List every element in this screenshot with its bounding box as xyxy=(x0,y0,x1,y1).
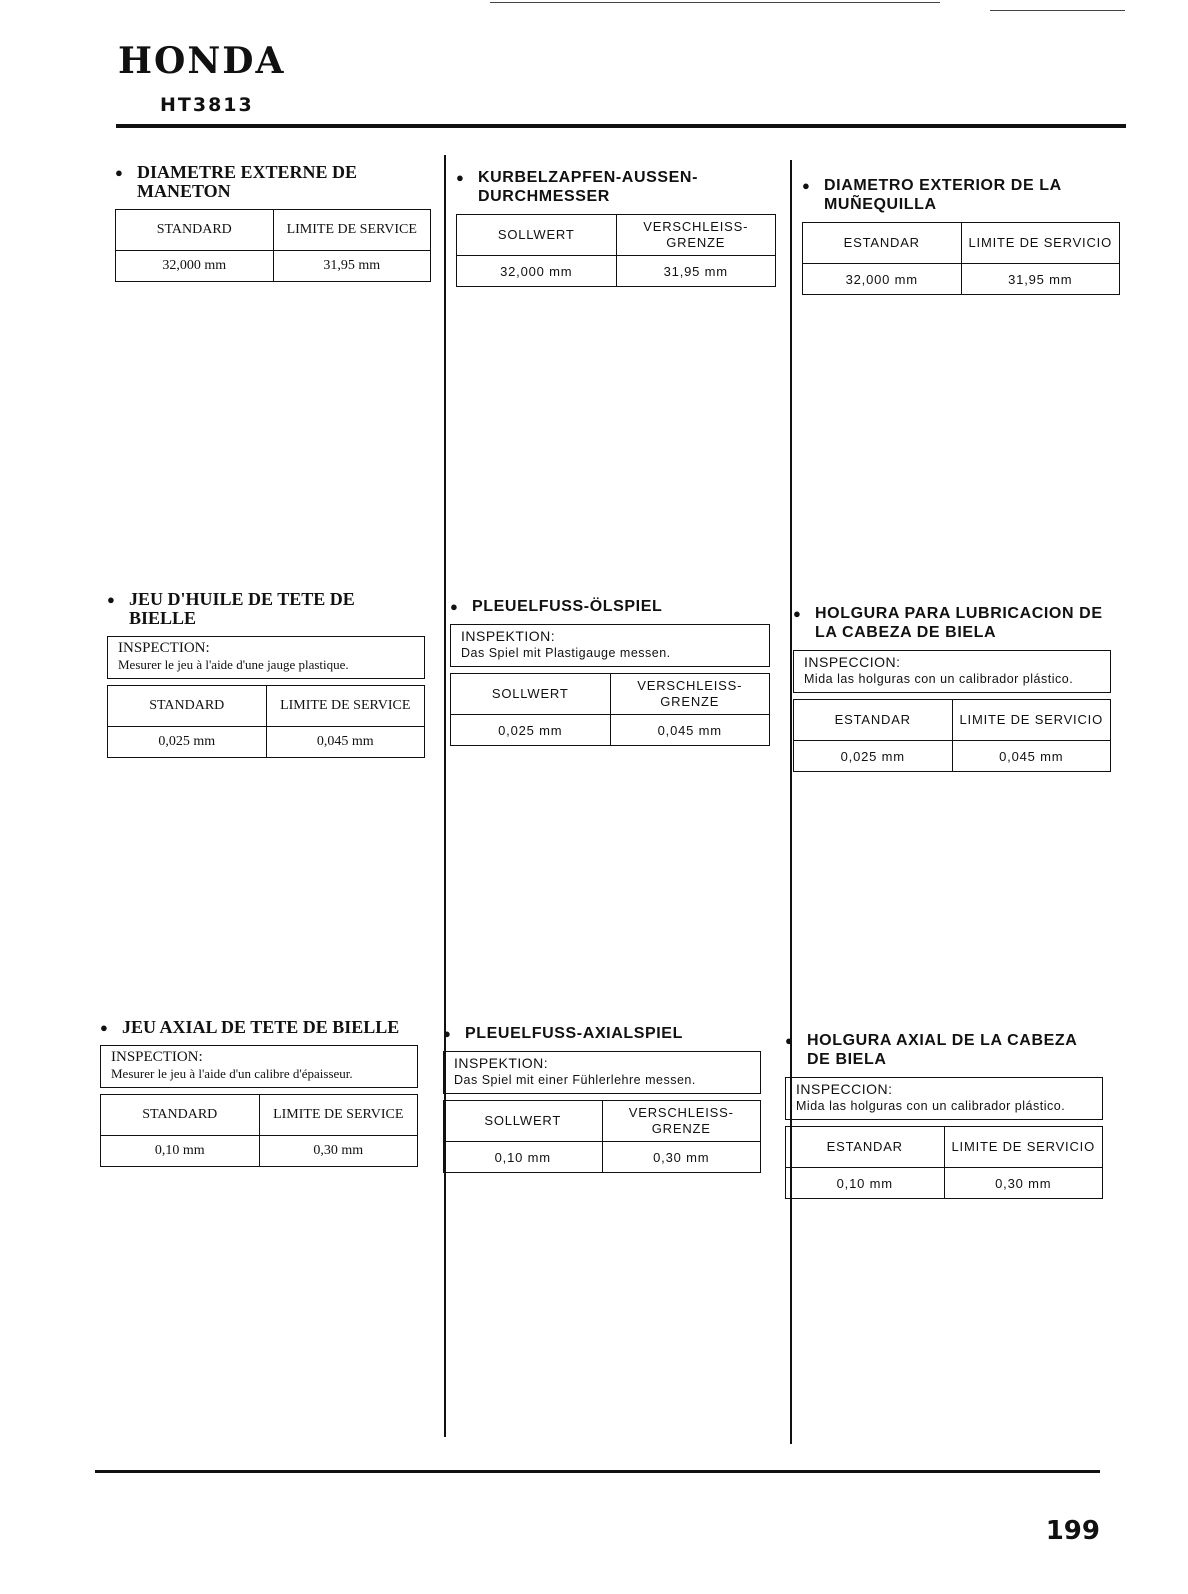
inspection-heading: INSPEKTION: xyxy=(461,628,556,644)
standard-value: 0,025 mm xyxy=(108,727,267,758)
spec-table xyxy=(107,685,425,758)
column-divider xyxy=(444,155,446,1437)
top-scan-line xyxy=(990,10,1125,11)
limit-value: 0,045 mm xyxy=(610,715,770,746)
limit-value: 0,045 mm xyxy=(952,741,1111,772)
spec-block xyxy=(456,168,776,287)
standard-header: SOLLWERT xyxy=(444,1101,603,1142)
inspection-box xyxy=(107,636,425,679)
spec-table xyxy=(456,214,776,287)
inspection-box xyxy=(785,1077,1103,1120)
standard-value: 0,025 mm xyxy=(794,741,953,772)
limit-header: LIMITE DE SERVICE xyxy=(266,686,425,727)
spec-block xyxy=(115,163,431,282)
standard-value: 0,10 mm xyxy=(101,1136,260,1167)
inspection-heading: INSPECCION: xyxy=(804,654,901,670)
inspection-text: Mida las holguras con un calibrador plástico. xyxy=(804,672,1074,686)
standard-header: ESTANDAR xyxy=(786,1127,945,1168)
section-title: ● KURBELZAPFEN-AUSSEN-DURCHMESSER xyxy=(456,168,776,206)
spec-block xyxy=(100,1018,418,1167)
spec-block xyxy=(802,176,1120,295)
standard-value: 0,025 mm xyxy=(451,715,611,746)
standard-header: STANDARD xyxy=(108,686,267,727)
section-title: ● DIAMETRE EXTERNE DE MANETON xyxy=(115,163,431,201)
page-number: 199 xyxy=(1045,1516,1100,1546)
standard-header: STANDARD xyxy=(101,1095,260,1136)
section-title: ● HOLGURA PARA LUBRICACION DE LA CABEZA DE BIELA xyxy=(793,604,1111,642)
spec-table xyxy=(802,222,1120,295)
spec-block xyxy=(785,1031,1103,1199)
inspection-text: Das Spiel mit einer Fühlerlehre messen. xyxy=(454,1073,696,1087)
inspection-box xyxy=(793,650,1111,693)
standard-header: ESTANDAR xyxy=(794,700,953,741)
inspection-heading: INSPEKTION: xyxy=(454,1055,549,1071)
spec-table xyxy=(443,1100,761,1173)
brand-logo: HONDA xyxy=(118,40,286,82)
limit-header: VERSCHLEISS-GRENZE xyxy=(602,1101,761,1142)
spec-block xyxy=(793,604,1111,772)
section-title: ● DIAMETRO EXTERIOR DE LA MUÑEQUILLA xyxy=(802,176,1120,214)
standard-header: SOLLWERT xyxy=(451,674,611,715)
spec-table xyxy=(450,673,770,746)
standard-value: 0,10 mm xyxy=(444,1142,603,1173)
limit-header: VERSCHLEISS-GRENZE xyxy=(610,674,770,715)
spec-block xyxy=(107,590,425,758)
limit-header: LIMITE DE SERVICIO xyxy=(952,700,1111,741)
limit-header: LIMITE DE SERVICE xyxy=(273,210,431,251)
spec-table xyxy=(785,1126,1103,1199)
inspection-box xyxy=(450,624,770,667)
inspection-text: Mesurer le jeu à l'aide d'un calibre d'épaisseur. xyxy=(111,1066,353,1081)
spec-table xyxy=(793,699,1111,772)
column-divider xyxy=(790,160,792,1444)
standard-header: ESTANDAR xyxy=(803,223,962,264)
section-title: ● JEU AXIAL DE TETE DE BIELLE xyxy=(100,1018,418,1037)
inspection-heading: INSPECTION: xyxy=(118,640,210,656)
section-title: ● JEU D'HUILE DE TETE DE BIELLE xyxy=(107,590,425,628)
top-scan-line xyxy=(490,2,940,3)
spec-table xyxy=(115,209,431,282)
spec-block xyxy=(450,597,770,746)
inspection-text: Mida las holguras con un calibrador plástico. xyxy=(796,1099,1066,1113)
standard-header: STANDARD xyxy=(116,210,274,251)
section-title: ● HOLGURA AXIAL DE LA CABEZA DE BIELA xyxy=(785,1031,1103,1069)
section-title: ● PLEUELFUSS-AXIALSPIEL xyxy=(443,1024,761,1043)
inspection-heading: INSPECTION: xyxy=(111,1049,203,1065)
header-rule xyxy=(116,124,1126,128)
limit-value: 0,045 mm xyxy=(266,727,425,758)
standard-value: 0,10 mm xyxy=(786,1168,945,1199)
limit-value: 31,95 mm xyxy=(616,256,776,287)
standard-value: 32,000 mm xyxy=(116,251,274,282)
inspection-text: Mesurer le jeu à l'aide d'une jauge plastique. xyxy=(118,657,349,672)
limit-value: 0,30 mm xyxy=(944,1168,1103,1199)
spec-block xyxy=(443,1024,761,1173)
limit-value: 31,95 mm xyxy=(273,251,431,282)
standard-value: 32,000 mm xyxy=(803,264,962,295)
limit-header: LIMITE DE SERVICIO xyxy=(944,1127,1103,1168)
inspection-box xyxy=(443,1051,761,1094)
footer-rule xyxy=(95,1470,1100,1473)
limit-header: LIMITE DE SERVICIO xyxy=(961,223,1120,264)
inspection-heading: INSPECCION: xyxy=(796,1081,893,1097)
standard-value: 32,000 mm xyxy=(457,256,617,287)
limit-header: LIMITE DE SERVICE xyxy=(259,1095,418,1136)
inspection-box xyxy=(100,1045,418,1088)
model-number: HT3813 xyxy=(160,94,254,116)
section-title: ● PLEUELFUSS-ÖLSPIEL xyxy=(450,597,770,616)
inspection-text: Das Spiel mit Plastigauge messen. xyxy=(461,646,671,660)
limit-value: 0,30 mm xyxy=(602,1142,761,1173)
limit-value: 31,95 mm xyxy=(961,264,1120,295)
limit-value: 0,30 mm xyxy=(259,1136,418,1167)
limit-header: VERSCHLEISS-GRENZE xyxy=(616,215,776,256)
spec-table xyxy=(100,1094,418,1167)
standard-header: SOLLWERT xyxy=(457,215,617,256)
